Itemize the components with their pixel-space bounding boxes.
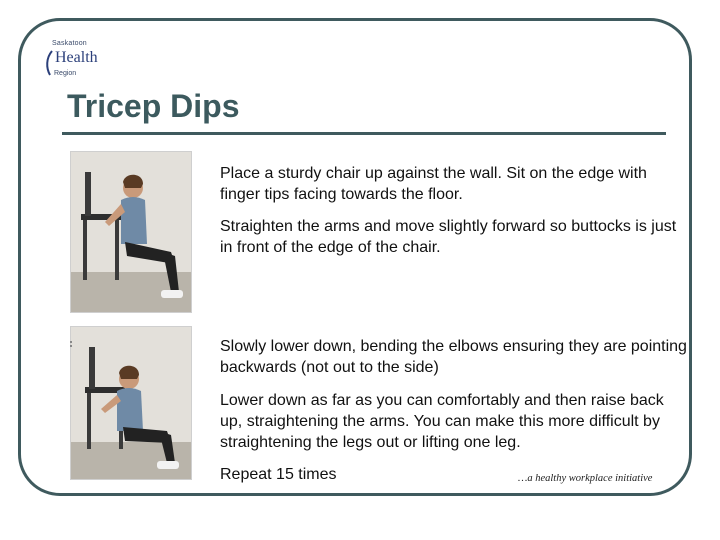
instruction-3: Slowly lower down, bending the elbows ensuring they are pointing backwards (not out to the side) <box>220 338 687 376</box>
logo-bottom-text: Region <box>54 70 77 77</box>
instruction-1: Place a sturdy chair up against the wall. Sit on the edge with finger tips facing towards the floor. <box>220 165 647 203</box>
instruction-2: Straighten the arms and move slightly forward so buttocks is just in front of the edge of the chair. <box>220 218 677 256</box>
instruction-5: Repeat 15 times <box>220 466 337 483</box>
health-region-logo <box>44 40 96 84</box>
exercise-photo-start <box>70 151 192 313</box>
title-underline <box>62 132 666 135</box>
slide-title: Tricep Dips <box>67 88 240 124</box>
exercise-photo-lowered <box>70 326 192 480</box>
footer-tagline: …a healthy workplace initiative <box>518 473 653 484</box>
logo-top-text: Saskatoon <box>52 40 87 47</box>
instruction-4: Lower down as far as you can comfortably and then raise back up, straightening the arms. You can make this more difficult by straightening the legs out or lifting one leg. <box>220 392 664 451</box>
logo-main-text: Health <box>55 49 98 66</box>
photo-edge-marker <box>70 336 73 344</box>
